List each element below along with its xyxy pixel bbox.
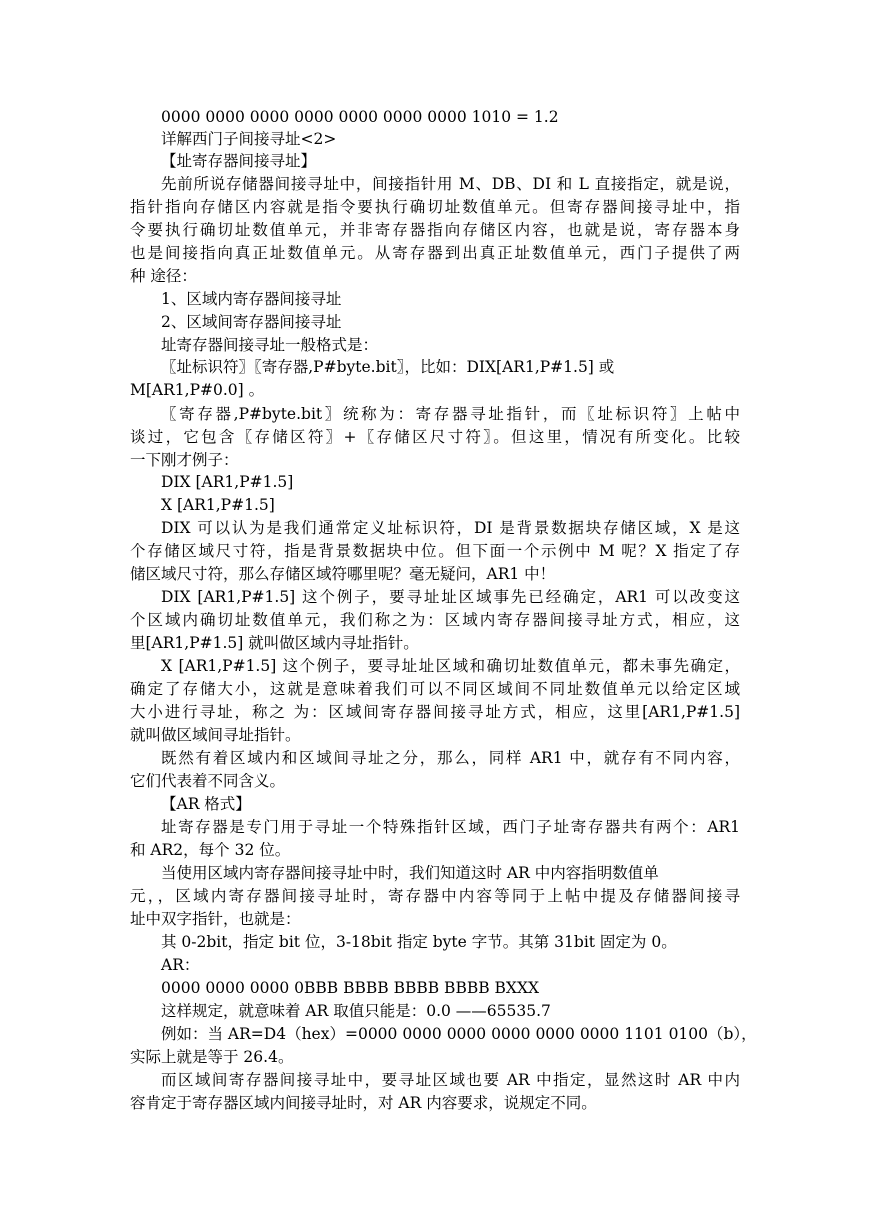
paragraph-line: 确定了存储大小，这就是意味着我们可以不同区域间不同址数值单元以给定区域 [130,680,740,698]
paragraph-line: 〖址标识符〗〖寄存器,P#byte.bit〗，比如：DIX[AR1,P#1.5] 或 [161,358,615,376]
code-example: DIX [AR1,P#1.5] [161,473,294,491]
code-example: 0000 0000 0000 0BBB BBBB BBBB BBBB BXXX [161,979,540,997]
paragraph-line: 它们代表着不同含义。 [130,772,286,790]
paragraph-line: 既然有着区域内和区域间寻址之分，那么，同样 AR1 中，就存有不同内容， [161,749,740,767]
list-item: 2、区域间寄存器间接寻址 [161,313,342,331]
paragraph-line: 和 AR2，每个 32 位。 [130,841,291,859]
paragraph-line: DIX [AR1,P#1.5] 这个例子，要寻址址区域事先已经确定，AR1 可以改变这 [161,588,740,606]
section-heading: 【AR 格式】 [161,795,251,813]
paragraph-line: 址中双字指针，也就是： [130,910,301,928]
paragraph-line: 〖寄存器,P#byte.bit〗统称为：寄存器寻址指针，而〖址标识符〗上帖中 [161,405,740,423]
paragraph-line: 个区域内确切址数值单元，我们称之为：区域内寄存器间接寻址方式，相应，这 [130,611,740,629]
paragraph-line: 当使用区域内寄存器间接寻址中时，我们知道这时 AR 中内容指明数值单 [161,864,659,882]
paragraph-line: 储区域尺寸符，那么存储区域符哪里呢？毫无疑问，AR1 中！ [130,565,556,583]
list-item: 1、区域内寄存器间接寻址 [161,290,342,308]
paragraph-line: 这样规定，就意味着 AR 取值只能是：0.0 ——65535.7 [161,1002,551,1020]
paragraph-line: 址寄存器间接寻址一般格式是： [161,336,379,354]
paragraph-line: 容肯定于寄存器区域内间接寻址时，对 AR 内容要求，说规定不同。 [130,1094,597,1112]
paragraph-line: 大小进行寻址，称之 为：区域间寄存器间接寻址方式，相应，这里[AR1,P#1.5] [130,703,740,721]
section-title: 详解西门子间接寻址<2> [161,130,337,148]
paragraph-line: 其 0-2bit，指定 bit 位，3-18bit 指定 byte 字节。其第 31bit 固定为 0。 [161,933,677,951]
paragraph-line: 元，，区域内寄存器间接寻址时，寄存器中内容等同于上帖中提及存储器间接寻 [130,887,740,905]
section-heading: 【址寄存器间接寻址】 [161,152,317,170]
paragraph-line: X [AR1,P#1.5] 这个例子，要寻址址区域和确切址数值单元，都未事先确定， [161,657,740,675]
paragraph-line: 种 途径： [130,267,197,285]
paragraph-line: DIX 可以认为是我们通常定义址标识符，DI 是背景数据块存储区域，X 是这 [161,519,740,537]
paragraph-line: 例如：当 AR=D4（hex）=0000 0000 0000 0000 0000 0000 1101 0100（b）， [161,1025,757,1043]
paragraph-line: 一下刚才例子： [130,451,239,469]
paragraph-line: 就叫做区域间寻址指针。 [130,726,301,744]
paragraph-line: 里[AR1,P#1.5] 就叫做区域内寻址指针。 [130,634,419,652]
text-line: 0000 0000 0000 0000 0000 0000 0000 1010 = 1.2 [161,108,559,126]
code-example: AR： [161,956,200,974]
code-example: X [AR1,P#1.5] [161,496,275,514]
paragraph-line: 也是间接指向真正址数值单元。从寄存器到出真正址数值单元，西门子提供了两 [130,244,740,262]
paragraph-line: 先前所说存储器间接寻址中，间接指针用 M、DB、DI 和 L 直接指定，就是说， [161,175,740,193]
paragraph-line: 实际上就是等于 26.4。 [130,1048,294,1066]
paragraph-line: 谈过，它包含〖存储区符〗+〖存储区尺寸符〗。但这里，情况有所变化。比较 [130,428,740,446]
paragraph-line: 个存储区域尺寸符，指是背景数据块中位。但下面一个示例中 M 呢？X 指定了存 [130,542,740,560]
paragraph-line: 指针指向存储区内容就是指令要执行确切址数值单元。但寄存器间接寻址中，指 [130,198,740,216]
paragraph-line: 址寄存器是专门用于寻址一个特殊指针区域，西门子址寄存器共有两个：AR1 [161,818,740,836]
paragraph-line: M[AR1,P#0.0] 。 [130,381,265,399]
paragraph-line: 令要执行确切址数值单元，并非寄存器指向存储区内容，也就是说，寄存器本身 [130,221,740,239]
paragraph-line: 而区域间寄存器间接寻址中，要寻址区域也要 AR 中指定，显然这时 AR 中内 [161,1071,740,1089]
